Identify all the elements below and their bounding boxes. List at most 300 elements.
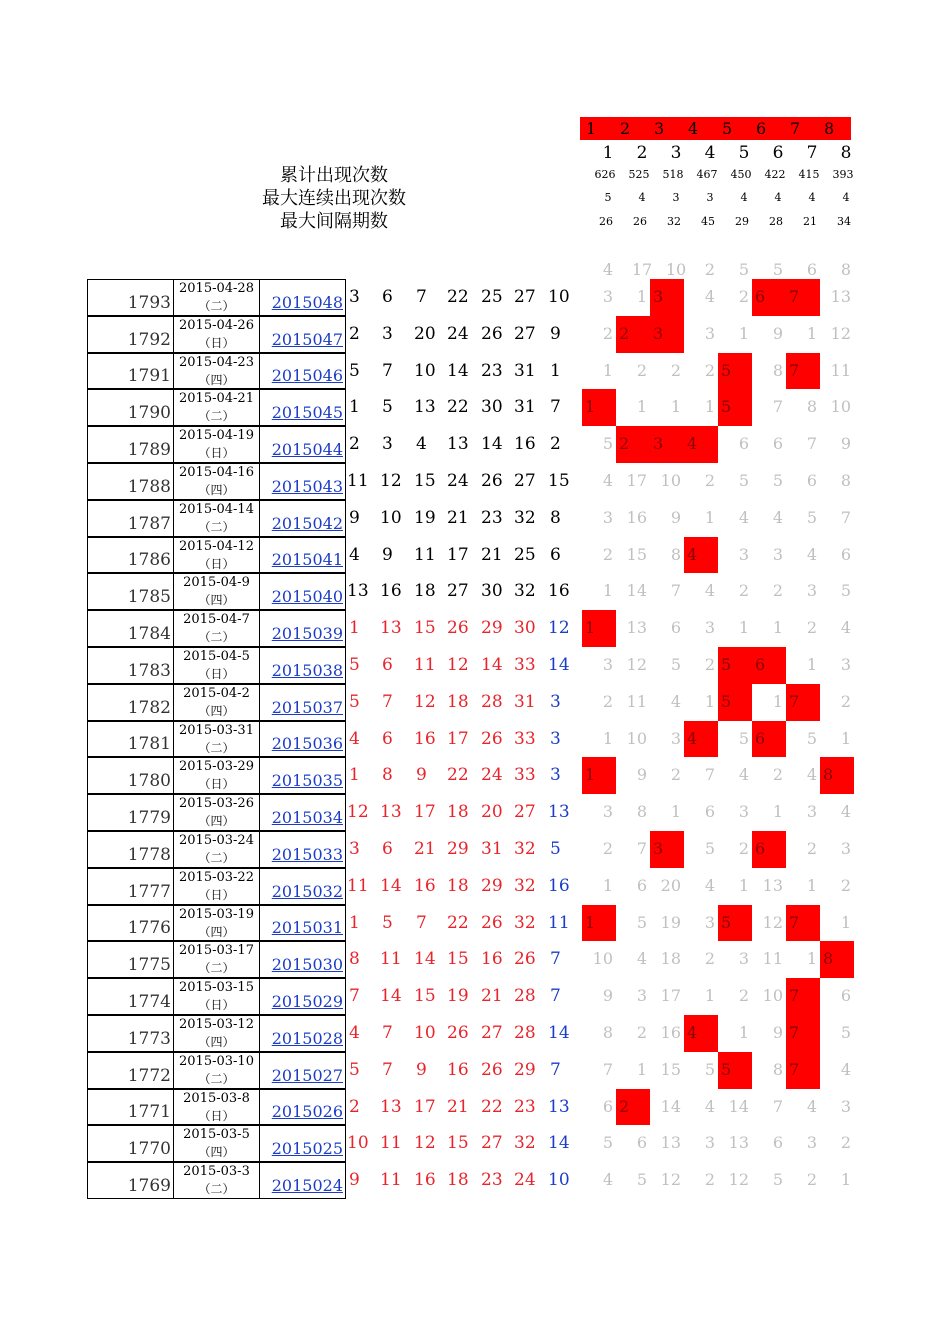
row-date-cell	[173, 831, 260, 868]
hit-cell: 4	[684, 537, 718, 574]
interval-cell: 12	[762, 912, 783, 932]
interval-cell: 16	[660, 1023, 681, 1042]
max-consecutive-value: 5	[604, 191, 612, 204]
interval-cell: 1	[602, 728, 613, 748]
row-date-cell	[173, 647, 260, 684]
draw-extra-number: 12	[548, 618, 570, 639]
max-interval-value: 28	[769, 215, 783, 228]
draw-number: 20	[481, 802, 503, 823]
draw-extra-number: 10	[548, 1170, 570, 1191]
row-issue-link[interactable]: 2015026	[271, 1102, 343, 1122]
interval-cell: 5	[670, 655, 681, 674]
draw-number: 17	[447, 544, 469, 565]
interval-cell: 3	[704, 912, 715, 932]
interval-cell: 9	[772, 323, 783, 343]
interval-cell: 5	[772, 1170, 783, 1190]
row-id-cell	[87, 500, 174, 537]
row-date-cell	[173, 1015, 260, 1052]
interval-cell: 3	[704, 1133, 715, 1153]
interval-cell: 5	[602, 1133, 613, 1153]
draw-number: 16	[514, 434, 536, 455]
interval-cell: 1	[670, 397, 681, 417]
row-weekday: （四）	[198, 483, 235, 497]
draw-number: 12	[380, 471, 402, 491]
interval-cell: 3	[738, 949, 749, 969]
table-row	[87, 905, 346, 942]
row-issue-link[interactable]: 2015033	[271, 844, 343, 864]
interval-cell: 2	[772, 581, 783, 601]
interval-cell: 15	[626, 544, 647, 564]
row-date: 2015-03-17	[179, 943, 254, 959]
row-id: 1784	[127, 623, 171, 644]
draw-number: 27	[514, 471, 536, 491]
row-date-cell	[173, 353, 260, 390]
row-issue-link[interactable]: 2015038	[271, 660, 343, 680]
row-date-cell	[173, 1052, 260, 1089]
draw-extra-number: 16	[548, 875, 570, 896]
interval-cell: 5	[738, 471, 749, 490]
preview-value: 4	[602, 260, 614, 279]
draw-table	[87, 279, 346, 1199]
table-row	[87, 831, 346, 868]
interval-cell: 3	[806, 1133, 817, 1153]
row-issue-cell	[259, 1162, 346, 1199]
hit-cell: 7	[786, 905, 820, 942]
row-issue-cell	[259, 573, 346, 610]
draw-number: 5	[382, 397, 393, 418]
draw-number: 15	[414, 986, 436, 1007]
interval-cell: 5	[840, 1023, 851, 1042]
row-weekday: （二）	[198, 851, 235, 865]
row-issue-link[interactable]: 2015045	[271, 403, 343, 423]
row-id-cell	[87, 684, 174, 721]
row-issue-link[interactable]: 2015035	[271, 771, 343, 791]
interval-cell: 7	[602, 1059, 613, 1079]
max-consecutive-value: 4	[808, 191, 816, 204]
interval-cell: 9	[602, 986, 613, 1006]
draw-number: 7	[382, 360, 393, 381]
row-issue-link[interactable]: 2015042	[271, 513, 343, 533]
draw-number: 1	[349, 397, 360, 418]
draw-number: 9	[416, 1059, 427, 1080]
row-issue-link[interactable]: 2015046	[271, 366, 343, 386]
row-issue-link[interactable]: 2015037	[271, 697, 343, 717]
draw-number: 23	[514, 1096, 536, 1117]
interval-cell: 8	[840, 471, 851, 490]
draw-number: 29	[514, 1059, 536, 1080]
row-date-cell	[173, 573, 260, 610]
draw-number: 15	[447, 949, 469, 970]
interval-cell: 3	[840, 1096, 851, 1116]
row-date: 2015-03-29	[179, 759, 254, 775]
row-issue-link[interactable]: 2015024	[271, 1175, 343, 1195]
max-consecutive-value: 3	[672, 191, 680, 204]
draw-number: 27	[514, 802, 536, 823]
interval-cell: 15	[660, 1059, 681, 1079]
row-id: 1774	[127, 991, 171, 1012]
hit-cell: 4	[684, 1015, 718, 1052]
interval-cell: 9	[670, 507, 681, 527]
interval-cell: 3	[840, 655, 851, 674]
cumulative-value: 518	[662, 168, 684, 181]
header-bar-label: 5	[722, 119, 733, 138]
interval-cell: 6	[806, 471, 817, 490]
draw-number: 32	[514, 839, 536, 859]
interval-cell: 4	[636, 949, 647, 969]
draw-number: 4	[416, 434, 427, 455]
row-date-cell	[173, 1162, 260, 1199]
draw-number: 32	[514, 581, 536, 602]
interval-cell: 7	[670, 581, 681, 601]
interval-cell: 3	[806, 802, 817, 822]
header-bar-label: 7	[790, 119, 801, 138]
row-id: 1776	[127, 918, 171, 939]
row-issue-cell	[259, 463, 346, 500]
interval-cell: 1	[704, 397, 715, 417]
interval-cell: 5	[806, 507, 817, 527]
interval-cell: 3	[840, 839, 851, 858]
table-row	[87, 1089, 346, 1126]
draw-number: 31	[481, 839, 503, 859]
draw-number: 27	[481, 1023, 503, 1043]
table-row	[87, 684, 346, 721]
row-id: 1769	[127, 1175, 171, 1196]
draw-extra-number: 2	[550, 434, 561, 455]
interval-cell: 4	[806, 765, 817, 785]
row-issue-cell	[259, 794, 346, 831]
interval-cell: 13	[762, 875, 783, 895]
row-issue-link[interactable]: 2015025	[271, 1139, 343, 1159]
interval-cell: 7	[772, 1096, 783, 1116]
row-id: 1787	[127, 513, 171, 534]
row-id-cell	[87, 794, 174, 831]
draw-number: 8	[382, 765, 393, 786]
row-date: 2015-04-5	[183, 649, 250, 664]
interval-cell: 4	[806, 1096, 817, 1116]
draw-number: 10	[347, 1133, 369, 1154]
row-id: 1780	[127, 771, 171, 792]
row-issue-link[interactable]: 2015043	[271, 476, 343, 496]
interval-cell: 4	[772, 507, 783, 527]
row-id: 1783	[127, 660, 171, 681]
hit-cell: 1	[582, 610, 616, 647]
draw-number: 21	[481, 986, 503, 1007]
interval-cell: 4	[704, 875, 715, 895]
row-id: 1777	[127, 881, 171, 902]
header-bar-label: 1	[586, 119, 597, 138]
draw-number: 21	[447, 1096, 469, 1117]
row-date: 2015-03-3	[183, 1164, 250, 1180]
hit-cell: 2	[616, 316, 650, 353]
draw-number: 4	[349, 544, 360, 565]
header-position: 1	[602, 143, 614, 163]
draw-number: 14	[447, 360, 469, 381]
draw-number: 5	[349, 360, 360, 381]
interval-cell: 3	[602, 655, 613, 674]
draw-number: 26	[481, 1059, 503, 1080]
table-row	[87, 353, 346, 390]
interval-cell: 2	[840, 1133, 851, 1153]
draw-number: 28	[514, 986, 536, 1007]
draw-number: 11	[380, 1170, 402, 1191]
row-id-cell	[87, 831, 174, 868]
row-issue-link[interactable]: 2015029	[271, 991, 343, 1011]
draw-number: 20	[414, 323, 436, 344]
draw-number: 13	[380, 618, 402, 639]
draw-number: 21	[481, 544, 503, 565]
header-position: 6	[772, 143, 784, 163]
draw-number: 7	[382, 691, 393, 712]
hit-cell: 3	[650, 426, 684, 463]
max-consecutive-value: 4	[740, 191, 748, 204]
interval-cell: 1	[602, 581, 613, 601]
interval-cell: 2	[738, 287, 749, 306]
row-date-cell	[173, 868, 260, 905]
draw-number: 18	[447, 691, 469, 712]
row-issue-link[interactable]: 2015041	[271, 550, 343, 570]
draw-number: 17	[447, 728, 469, 749]
draw-number: 14	[414, 949, 436, 970]
draw-number: 27	[481, 1133, 503, 1154]
interval-cell: 3	[738, 544, 749, 564]
row-issue-link[interactable]: 2015034	[271, 807, 343, 827]
interval-cell: 2	[670, 765, 681, 785]
draw-number: 25	[481, 287, 503, 307]
row-date-cell	[173, 279, 260, 316]
draw-extra-number: 14	[548, 1023, 570, 1043]
row-date: 2015-03-26	[179, 796, 254, 812]
row-date-cell	[173, 316, 260, 353]
row-date: 2015-04-21	[179, 391, 254, 407]
hit-cell: 4	[684, 721, 718, 758]
draw-number: 6	[382, 287, 393, 307]
row-date: 2015-04-14	[179, 501, 254, 517]
row-weekday: （日）	[198, 446, 235, 461]
draw-number: 11	[347, 875, 369, 896]
row-issue-cell	[259, 426, 346, 463]
header-bar-label: 8	[824, 119, 835, 138]
draw-number: 6	[382, 839, 393, 859]
row-weekday: （日）	[198, 887, 235, 902]
row-issue-link[interactable]: 2015032	[271, 881, 343, 901]
draw-number: 4	[349, 728, 360, 749]
draw-number: 9	[382, 544, 393, 565]
interval-cell: 5	[704, 839, 715, 858]
draw-number: 7	[382, 1059, 393, 1080]
header-position: 7	[806, 143, 818, 163]
row-id-cell	[87, 353, 174, 390]
interval-cell: 7	[840, 507, 851, 527]
interval-cell: 1	[806, 323, 817, 343]
header-position: 8	[840, 143, 852, 163]
row-id: 1791	[127, 366, 171, 387]
header-position: 4	[704, 143, 716, 163]
hit-cell: 6	[752, 647, 786, 684]
row-weekday: （日）	[198, 998, 235, 1013]
draw-number: 22	[447, 765, 469, 786]
interval-cell: 5	[806, 728, 817, 748]
draw-number: 32	[514, 912, 536, 933]
hit-cell: 7	[786, 279, 820, 316]
row-weekday: （二）	[198, 1182, 235, 1197]
interval-cell: 4	[704, 287, 715, 306]
interval-cell: 2	[806, 618, 817, 638]
table-row	[87, 978, 346, 1015]
draw-number: 22	[447, 287, 469, 307]
table-row	[87, 941, 346, 978]
draw-number: 22	[447, 397, 469, 418]
row-id: 1782	[127, 697, 171, 718]
table-row	[87, 573, 346, 610]
max-interval-value: 32	[667, 215, 681, 228]
interval-cell: 8	[636, 802, 647, 822]
row-issue-cell	[259, 721, 346, 758]
interval-cell: 18	[660, 949, 681, 969]
interval-cell: 4	[840, 802, 851, 822]
interval-cell: 5	[636, 912, 647, 932]
interval-cell: 4	[840, 618, 851, 638]
draw-number: 11	[347, 471, 369, 491]
draw-number: 27	[447, 581, 469, 602]
interval-cell: 2	[738, 986, 749, 1006]
interval-cell: 3	[602, 287, 613, 306]
interval-cell: 1	[636, 397, 647, 417]
interval-cell: 12	[830, 323, 851, 343]
row-date-cell	[173, 941, 260, 978]
draw-number: 7	[416, 912, 427, 933]
header-bar-label: 3	[654, 119, 665, 138]
interval-cell: 11	[830, 360, 851, 380]
row-issue-link[interactable]: 2015044	[271, 439, 343, 459]
draw-number: 6	[382, 655, 393, 675]
row-issue-link[interactable]: 2015027	[271, 1065, 343, 1085]
interval-cell: 5	[840, 581, 851, 601]
draw-number: 16	[414, 728, 436, 749]
interval-cell: 2	[840, 691, 851, 711]
interval-cell: 10	[762, 986, 783, 1006]
draw-number: 26	[481, 912, 503, 933]
draw-number: 30	[514, 618, 536, 639]
draw-number: 31	[514, 397, 536, 418]
draw-number: 29	[447, 839, 469, 859]
draw-number: 26	[481, 471, 503, 491]
preview-value: 17	[631, 260, 653, 279]
row-id-cell	[87, 1052, 174, 1089]
interval-cell: 16	[626, 507, 647, 527]
draw-number: 12	[347, 802, 369, 823]
row-id: 1778	[127, 844, 171, 865]
interval-cell: 1	[772, 802, 783, 822]
draw-number: 27	[514, 287, 536, 307]
header-position: 3	[670, 143, 682, 163]
row-date: 2015-04-28	[179, 281, 254, 296]
row-id: 1793	[127, 292, 171, 313]
row-issue-link[interactable]: 2015040	[271, 587, 343, 607]
row-issue-link[interactable]: 2015031	[271, 918, 343, 938]
row-issue-link[interactable]: 2015030	[271, 955, 343, 975]
draw-number: 16	[447, 1059, 469, 1080]
draw-extra-number: 13	[548, 1096, 570, 1117]
row-id-cell	[87, 868, 174, 905]
interval-cell: 1	[602, 875, 613, 895]
row-id-cell	[87, 1015, 174, 1052]
table-row	[87, 1052, 346, 1089]
row-weekday: （二）	[198, 1071, 235, 1086]
draw-number: 9	[416, 765, 427, 786]
row-date-cell	[173, 426, 260, 463]
row-date: 2015-04-12	[179, 538, 254, 554]
draw-number: 8	[349, 949, 360, 970]
row-id: 1773	[127, 1028, 171, 1049]
draw-number: 18	[447, 875, 469, 896]
row-issue-link[interactable]: 2015036	[271, 734, 343, 754]
row-weekday: （二）	[198, 409, 235, 424]
draw-number: 13	[447, 434, 469, 455]
hit-cell: 1	[582, 905, 616, 942]
interval-cell: 6	[738, 434, 749, 454]
row-weekday: （四）	[198, 814, 235, 829]
draw-number: 31	[514, 691, 536, 712]
draw-extra-number: 9	[550, 323, 561, 344]
row-id-cell	[87, 941, 174, 978]
row-id-cell	[87, 1125, 174, 1162]
row-id: 1770	[127, 1139, 171, 1160]
draw-extra-number: 11	[548, 912, 570, 933]
row-issue-link[interactable]: 2015047	[271, 329, 343, 349]
row-date-cell	[173, 978, 260, 1015]
row-issue-cell	[259, 1052, 346, 1089]
max-consecutive-value: 3	[706, 191, 714, 204]
row-issue-link[interactable]: 2015039	[271, 623, 343, 643]
draw-number: 17	[414, 802, 436, 823]
row-issue-link[interactable]: 2015048	[271, 292, 343, 312]
draw-extra-number: 7	[550, 397, 561, 418]
interval-cell: 8	[772, 1059, 783, 1079]
interval-cell: 3	[806, 581, 817, 601]
interval-cell: 2	[602, 323, 613, 343]
interval-cell: 1	[738, 618, 749, 638]
interval-cell: 7	[636, 839, 647, 858]
hit-cell: 5	[718, 1052, 752, 1089]
interval-cell: 5	[704, 1059, 715, 1079]
preview-value: 10	[665, 260, 687, 279]
interval-cell: 2	[840, 875, 851, 895]
row-weekday: （四）	[198, 924, 235, 939]
interval-cell: 2	[738, 581, 749, 601]
interval-cell: 1	[738, 1023, 749, 1042]
draw-number: 19	[414, 507, 436, 528]
row-id-cell	[87, 316, 174, 353]
row-date: 2015-04-7	[183, 612, 250, 628]
row-date: 2015-03-15	[179, 980, 254, 996]
interval-cell: 3	[772, 544, 783, 564]
interval-cell: 1	[738, 875, 749, 895]
row-issue-link[interactable]: 2015028	[271, 1028, 343, 1048]
interval-cell: 14	[660, 1096, 681, 1116]
hit-cell: 6	[752, 721, 786, 758]
row-weekday: （二）	[198, 740, 235, 755]
row-date: 2015-04-23	[179, 354, 254, 370]
draw-number: 10	[414, 1023, 436, 1043]
interval-cell: 17	[660, 986, 681, 1006]
draw-extra-number: 7	[550, 986, 561, 1007]
row-id: 1775	[127, 955, 171, 976]
row-date: 2015-03-10	[179, 1053, 254, 1069]
interval-cell: 6	[704, 802, 715, 822]
row-issue-cell	[259, 279, 346, 316]
header-bar-label: 6	[756, 119, 767, 138]
interval-cell: 5	[602, 434, 613, 454]
